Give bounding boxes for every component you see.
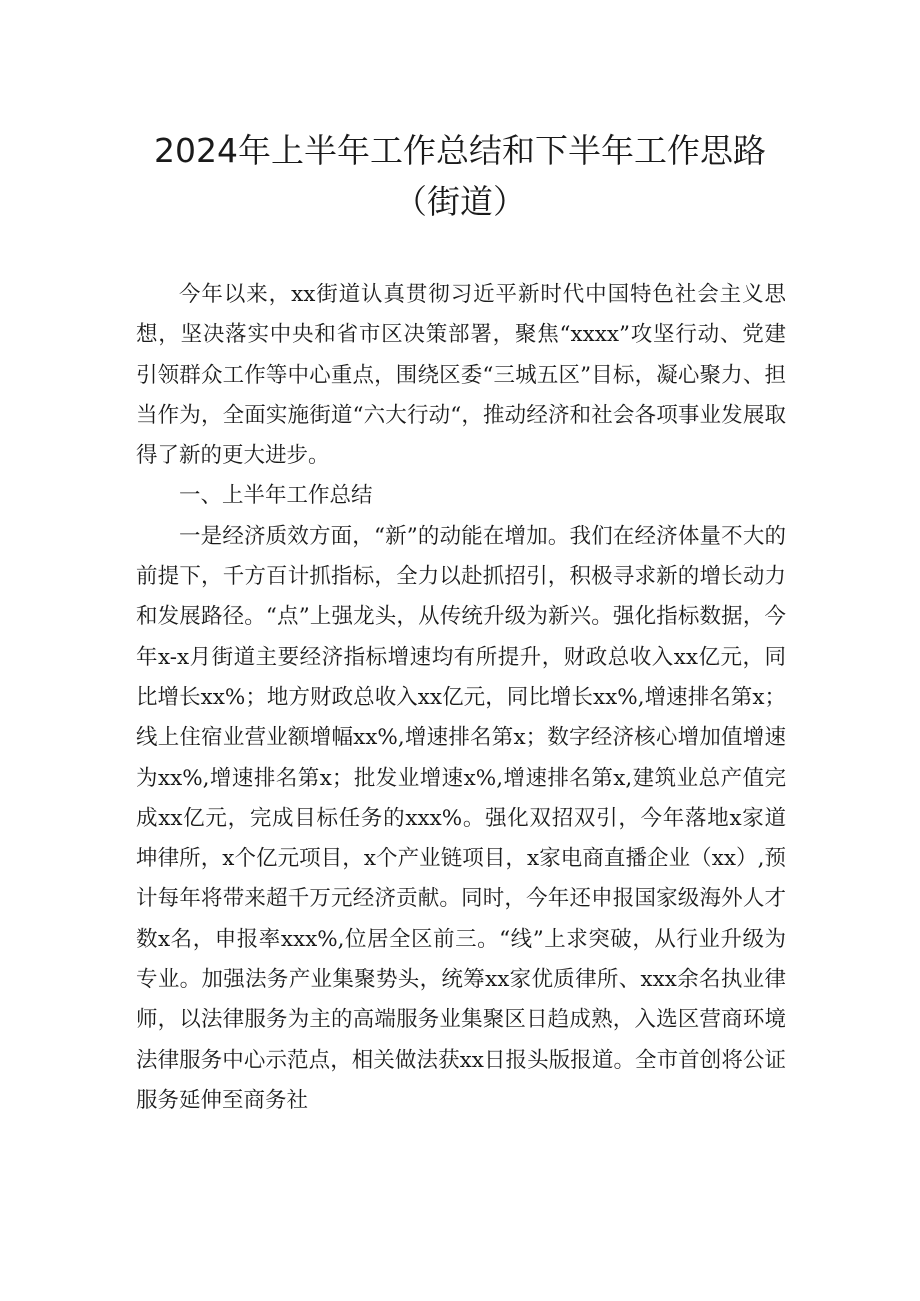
section-heading: 一、上半年工作总结: [179, 483, 373, 509]
document-subtitle: （街道）: [394, 182, 526, 221]
intro-paragraph: 今年以来，xx街道认真贯彻习近平新时代中国特色社会主义思想，坚决落实中央和省市区决策部署，聚焦“xxxx”攻坚行动、党建引领群众工作等中心重点，围绕区委“三城五区”目标，凝心聚力、担当作为，全面实施街道“六大行动“，推动经济和社会各项事业发展取得了新的更大进步。: [136, 282, 786, 469]
body-paragraph: 一是经济质效方面，“新”的动能在增加。我们在经济体量不大的前提下，千方百计抓指标，全力以赴抓招引，积极寻求新的增长动力和发展路径。“点”上强龙头，从传统升级为新兴。强化指标数据，今年x-x月街道主要经济指标增速均有所提升，财政总收入xx亿元，同比增长xx%；地方财政总收入xx亿元，同比增长xx%,增速排名第x；线上住宿业营业额增幅xx%,增速排名第x；数字经济核心增加值增速为xx%,增速排名第x；批发业增速x%,增速排名第x,建筑业总产值完成xx亿元，完成目标任务的xxx%。强化双招双引，今年落地x家道坤律所，x个亿元项目，x个产业链项目，x家电商直播企业（xx）,预计每年将带来超千万元经济贡献。同时，今年还申报国家级海外人才数x名，申报率xxx%,位居全区前三。“线”上求突破，从行业升级为专业。加强法务产业集聚势头，统筹xx家优质律所、xxx余名执业律师，以法律服务为主的高端服务业集聚区日趋成熟，入选区营商环境法律服务中心示范点，相关做法获xx日报头版报道。全市首创将公证服务延伸至商务社: [136, 523, 786, 1113]
document-body: [136, 275, 786, 1121]
document-title: 2024年上半年工作总结和下半年工作思路: [154, 131, 766, 170]
